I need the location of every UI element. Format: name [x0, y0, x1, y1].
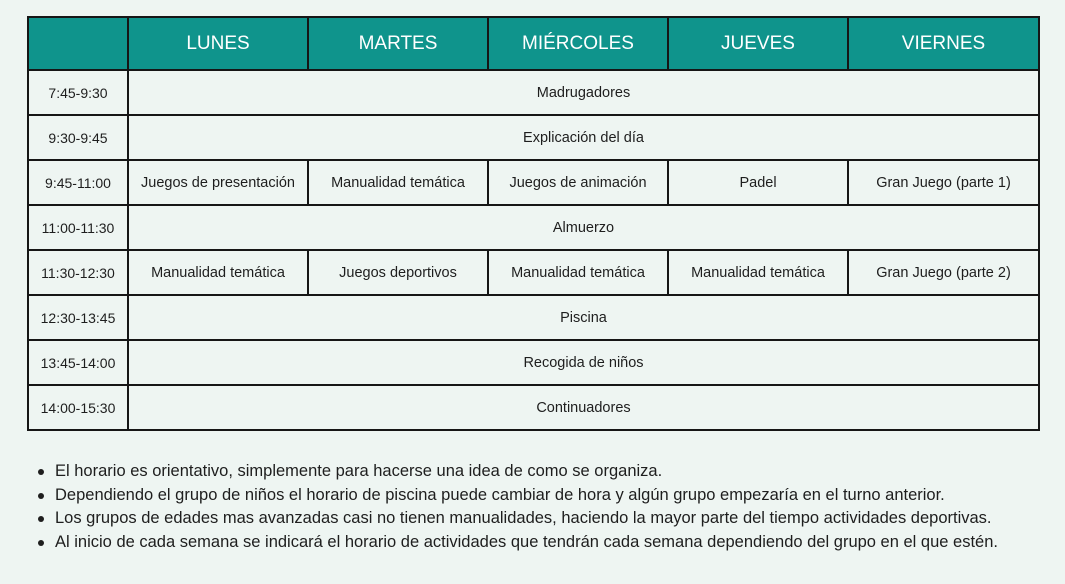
table-row	[28, 160, 1039, 205]
note-text: Dependiendo el grupo de niños el horario de piscina puede cambiar de hora y algún grupo empezaría en el turno anterior.	[55, 485, 945, 504]
activity-cell-thursday: Padel	[668, 160, 848, 205]
activity-cell-all-days: Almuerzo	[128, 205, 1039, 250]
table-row	[28, 115, 1039, 160]
header-day-thursday: JUEVES	[668, 17, 848, 70]
list-item	[38, 460, 998, 484]
activity-cell-friday: Gran Juego (parte 2)	[848, 250, 1039, 295]
table-row	[28, 385, 1039, 430]
note-text: Al inicio de cada semana se indicará el horario de actividades que tendrán cada semana dependiendo del grupo en el que estén.	[55, 532, 998, 551]
time-cell: 11:30-12:30	[28, 250, 128, 295]
bullet-icon	[38, 540, 44, 546]
time-cell: 14:00-15:30	[28, 385, 128, 430]
time-cell: 11:00-11:30	[28, 205, 128, 250]
table-row	[28, 250, 1039, 295]
note-text: Los grupos de edades mas avanzadas casi no tienen manualidades, haciendo la mayor parte del tiempo actividades deportivas.	[55, 509, 992, 527]
header-day-wednesday: MIÉRCOLES	[488, 17, 668, 70]
notes-list	[38, 460, 998, 554]
activity-cell-all-days: Madrugadores	[128, 70, 1039, 115]
bullet-icon	[38, 516, 44, 522]
time-cell: 9:30-9:45	[28, 115, 128, 160]
table-row	[28, 340, 1039, 385]
activity-cell-wednesday: Manualidad temática	[488, 250, 668, 295]
activity-cell-all-days: Piscina	[128, 295, 1039, 340]
table-row	[28, 205, 1039, 250]
list-item	[38, 531, 998, 555]
activity-cell-tuesday: Manualidad temática	[308, 160, 488, 205]
activity-cell-monday: Juegos de presentación	[128, 160, 308, 205]
note-text: El horario es orientativo, simplemente para hacerse una idea de como se organiza.	[55, 462, 663, 480]
list-item	[38, 507, 998, 531]
bullet-icon	[38, 469, 44, 475]
time-cell: 13:45-14:00	[28, 340, 128, 385]
activity-cell-wednesday: Juegos de animación	[488, 160, 668, 205]
header-day-monday: LUNES	[128, 17, 308, 70]
activity-cell-monday: Manualidad temática	[128, 250, 308, 295]
header-corner-cell	[28, 17, 128, 70]
list-item	[38, 484, 998, 508]
time-cell: 12:30-13:45	[28, 295, 128, 340]
activity-cell-thursday: Manualidad temática	[668, 250, 848, 295]
activity-cell-all-days: Explicación del día	[128, 115, 1039, 160]
time-cell: 9:45-11:00	[28, 160, 128, 205]
header-day-friday: VIERNES	[848, 17, 1039, 70]
activity-cell-all-days: Continuadores	[128, 385, 1039, 430]
activity-cell-friday: Gran Juego (parte 1)	[848, 160, 1039, 205]
activity-cell-tuesday: Juegos deportivos	[308, 250, 488, 295]
bullet-icon	[38, 493, 44, 499]
table-row	[28, 70, 1039, 115]
activity-cell-all-days: Recogida de niños	[128, 340, 1039, 385]
header-row	[28, 17, 1039, 70]
table-row	[28, 295, 1039, 340]
schedule-table	[27, 16, 1040, 431]
header-day-tuesday: MARTES	[308, 17, 488, 70]
time-cell: 7:45-9:30	[28, 70, 128, 115]
